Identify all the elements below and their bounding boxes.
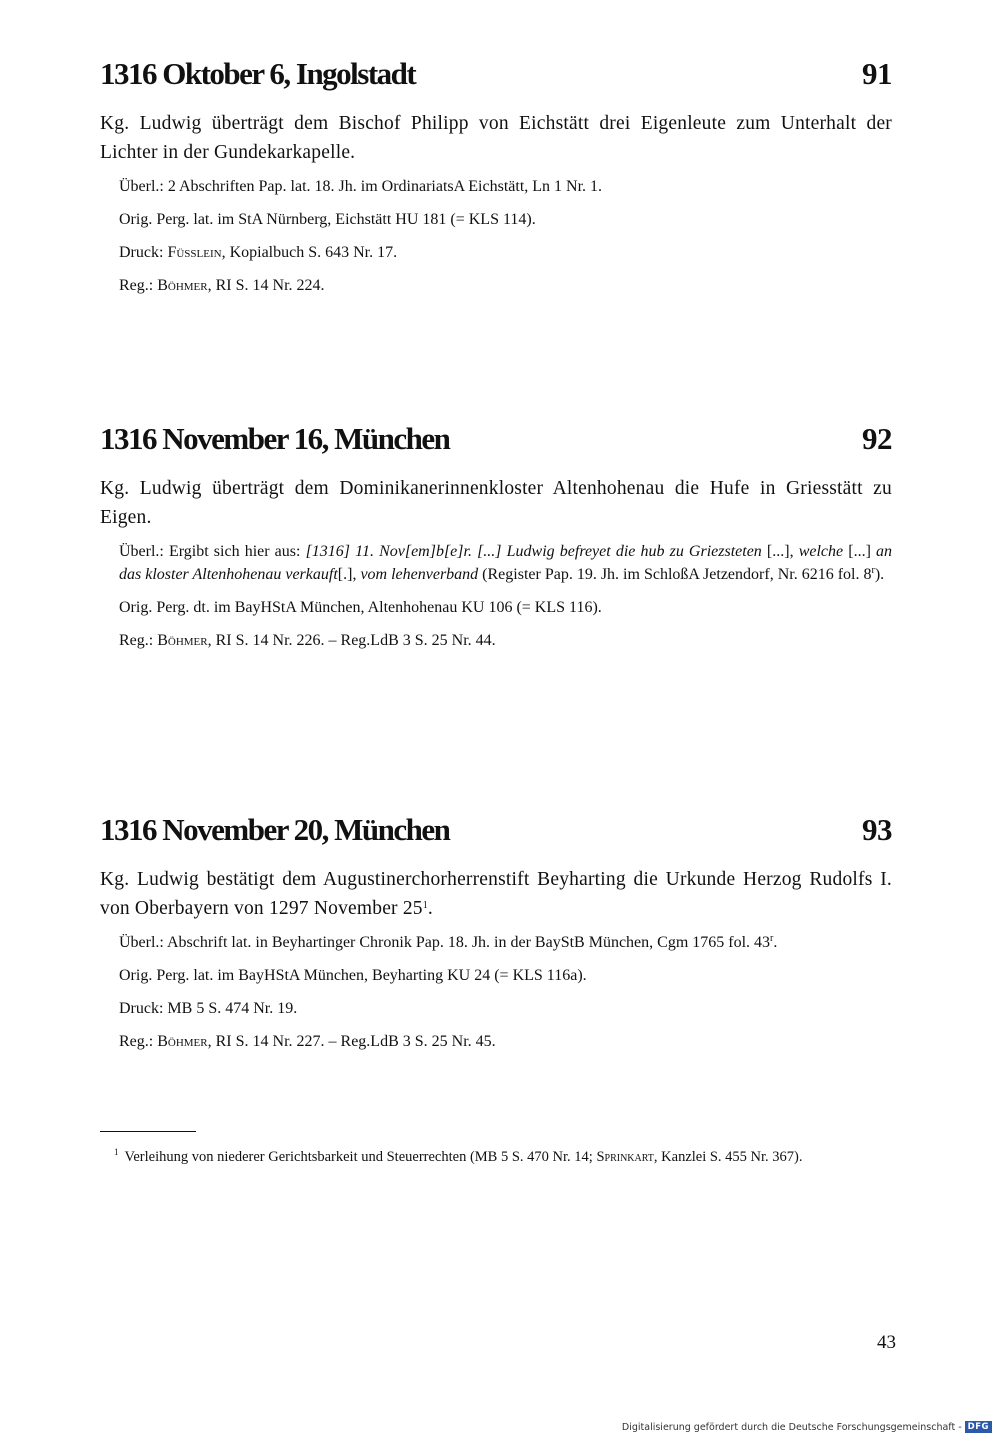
superscript: r bbox=[871, 565, 875, 576]
note-original: Orig. Perg. dt. im BayHStA München, Altenhohenau KU 106 (= KLS 116). bbox=[119, 599, 602, 616]
note-prefix: Druck: bbox=[119, 244, 168, 261]
page-number: 43 bbox=[877, 1332, 896, 1353]
note-uberlieferung: Überl.: 2 Abschriften Pap. lat. 18. Jh. im OrdinariatsA Eichstätt, Ln 1 Nr. 1. bbox=[119, 178, 603, 195]
author-name: Böhmer bbox=[157, 277, 208, 294]
superscript: r bbox=[770, 933, 774, 944]
note-text: [...], bbox=[761, 543, 799, 560]
note-rest: , RI S. 14 Nr. 226. – Reg.LdB 3 S. 25 Nr. 44. bbox=[207, 632, 496, 649]
entry-date: 1316 Oktober 6, Ingolstadt bbox=[100, 56, 416, 91]
note-prefix: Reg.: bbox=[119, 632, 158, 649]
entry-notes bbox=[119, 931, 892, 1053]
footnote-marker: 1 bbox=[422, 900, 428, 911]
entry-heading bbox=[100, 811, 892, 849]
quoted-text: vom lehenverband bbox=[360, 566, 479, 583]
quoted-text: [1316] 11. Nov[em]b[e]r. [...] Ludwig befreyet die hub zu Griezsteten bbox=[305, 543, 762, 560]
summary-text: . bbox=[427, 898, 433, 919]
entry-number: 93 bbox=[862, 812, 892, 847]
summary-text: Kg. Ludwig bestätigt dem Augustinerchorherrenstift Beyharting die Urkunde Herzog Rudolfs I. von Oberbayern von 1297 November 25 bbox=[100, 869, 892, 919]
note-rest: , RI S. 14 Nr. 224. bbox=[207, 277, 325, 294]
entry-92 bbox=[100, 420, 892, 652]
author-name: Füsslein bbox=[167, 244, 222, 261]
entry-number: 92 bbox=[862, 421, 892, 456]
digitization-credit bbox=[622, 1421, 992, 1433]
note-prefix: Reg.: bbox=[119, 277, 158, 294]
note-druck: Druck: MB 5 S. 474 Nr. 19. bbox=[119, 1000, 298, 1017]
note-text: (Register Pap. 19. Jh. im SchloßA Jetzendorf, Nr. 6216 fol. 8 bbox=[478, 566, 872, 583]
entry-notes bbox=[119, 175, 892, 297]
entry-93 bbox=[100, 811, 892, 1053]
note-rest: , RI S. 14 Nr. 227. – Reg.LdB 3 S. 25 Nr. 45. bbox=[207, 1033, 496, 1050]
author-name: Böhmer bbox=[157, 1033, 208, 1050]
entry-heading bbox=[100, 420, 892, 458]
note-regest bbox=[119, 1030, 892, 1053]
note-regest bbox=[119, 629, 892, 652]
note-text: [.], bbox=[337, 566, 361, 583]
note-text: [...] bbox=[843, 543, 877, 560]
author-name: Sprinkart bbox=[596, 1149, 654, 1165]
note-original: Orig. Perg. lat. im BayHStA München, Beyharting KU 24 (= KLS 116a). bbox=[119, 967, 587, 984]
note-rest: , Kopialbuch S. 643 Nr. 17. bbox=[221, 244, 398, 261]
entry-notes bbox=[119, 540, 892, 652]
entry-number: 91 bbox=[862, 56, 892, 91]
entry-summary: Kg. Ludwig überträgt dem Bischof Philipp von Eichstätt drei Eigenleute zum Unterhalt der Lichter in der Gundekarkapelle. bbox=[100, 113, 892, 163]
entry-date: 1316 November 20, München bbox=[100, 812, 450, 847]
note-text: Überl.: Abschrift lat. in Beyhartinger Chronik Pap. 18. Jh. in der BayStB München, Cgm 1765 fol. 43 bbox=[119, 934, 771, 951]
author-name: Böhmer bbox=[157, 632, 208, 649]
entry-91 bbox=[100, 55, 892, 297]
note-regest bbox=[119, 274, 892, 297]
note-text: ). bbox=[874, 566, 885, 583]
quoted-text: an das kloster Altenhohenau verkauft bbox=[119, 543, 893, 583]
note-druck bbox=[119, 241, 892, 264]
note-text: . bbox=[773, 934, 778, 951]
note-original: Orig. Perg. lat. im StA Nürnberg, Eichstätt HU 181 (= KLS 114). bbox=[119, 211, 536, 228]
entry-date: 1316 November 16, München bbox=[100, 421, 450, 456]
footnote-marker: 1 bbox=[114, 1147, 119, 1157]
footnote bbox=[100, 1141, 892, 1168]
credit-text: Digitalisierung gefördert durch die Deutsche Forschungsgemeinschaft - bbox=[621, 1421, 962, 1433]
note-uberlieferung bbox=[119, 931, 892, 954]
entry-heading bbox=[100, 55, 892, 93]
entry-summary bbox=[100, 865, 892, 923]
entry-summary: Kg. Ludwig überträgt dem Dominikanerinnenkloster Altenhohenau die Hufe in Griesstätt zu Eigen. bbox=[100, 478, 892, 528]
note-text: Überl.: Ergibt sich hier aus: bbox=[119, 543, 306, 560]
footnote-divider bbox=[100, 1131, 196, 1132]
footnote-text: , Kanzlei S. 455 Nr. 367). bbox=[653, 1149, 803, 1165]
note-prefix: Reg.: bbox=[119, 1033, 158, 1050]
quoted-text: welche bbox=[798, 543, 844, 560]
note-uberlieferung bbox=[119, 540, 892, 586]
footnote-text: Verleihung von niederer Gerichtsbarkeit und Steuerrechten (MB 5 S. 470 Nr. 14; bbox=[124, 1149, 597, 1165]
dfg-logo: DFG bbox=[965, 1421, 992, 1433]
